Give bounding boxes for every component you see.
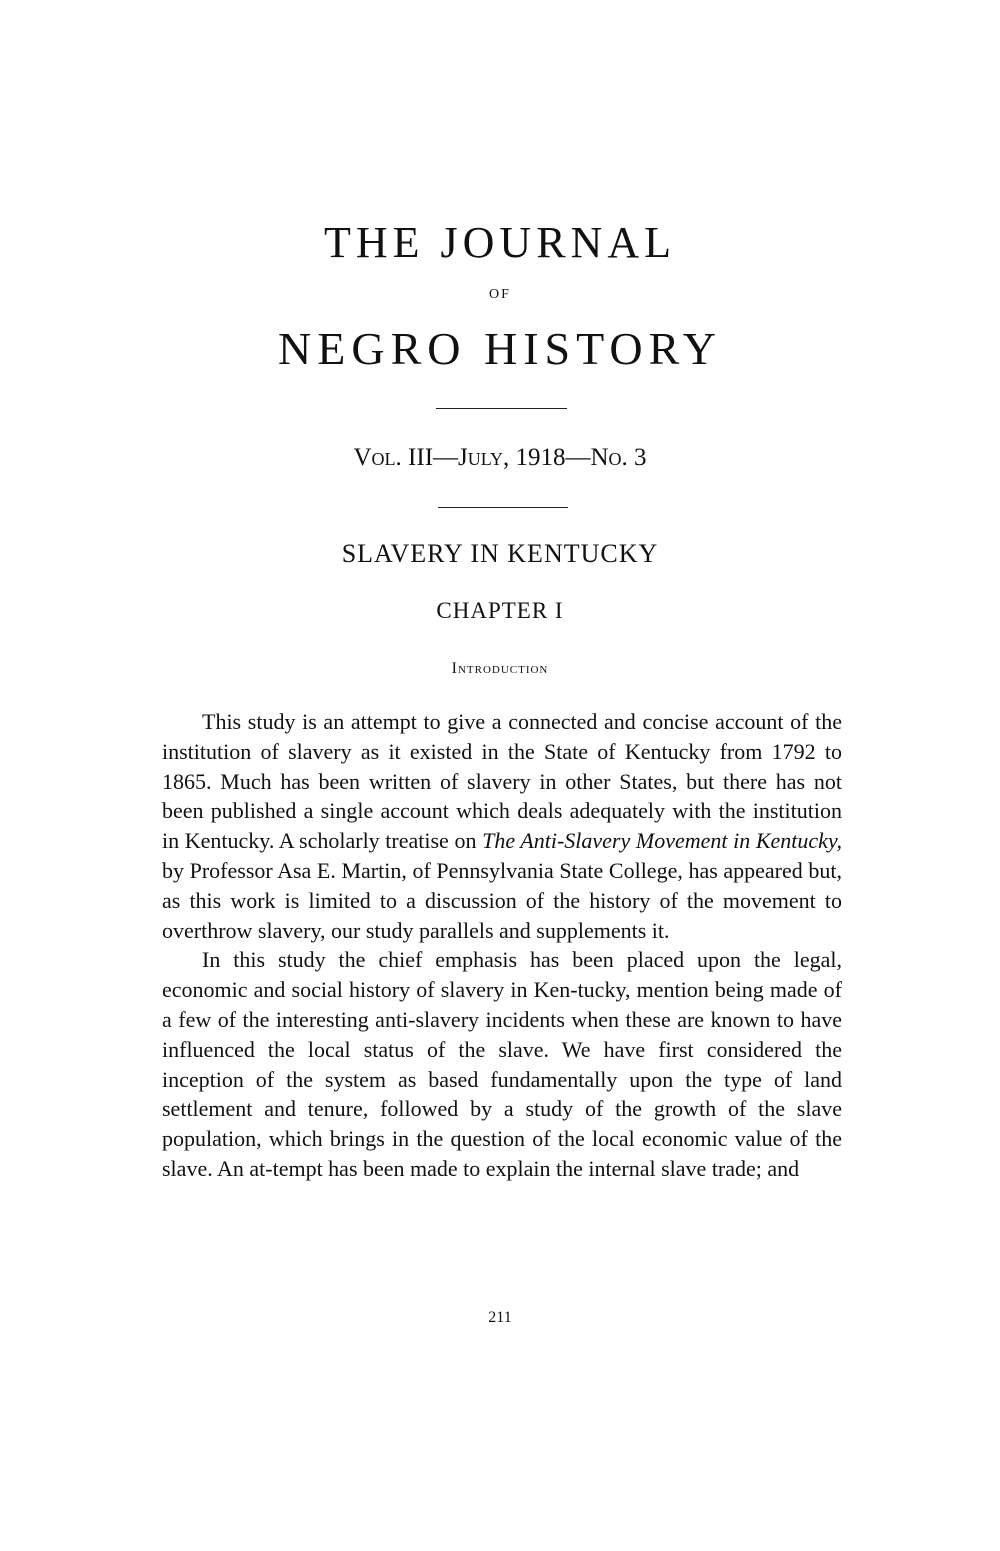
journal-title-line-2: NEGRO HISTORY [278, 323, 722, 374]
issue-line [0, 443, 1000, 473]
issue-number: 3 [634, 444, 647, 471]
body-paragraph-1 [162, 707, 842, 945]
volume-label: Vol. [353, 444, 402, 471]
paragraph-1-text-b: by Professor Asa E. Martin, of Pennsylvania State College, has appeared but, as this work is limited to a discussion of the history of the movement to overthrow slavery, our study parallels and supplements it. [162, 857, 842, 943]
issue-number-label: No. [590, 444, 628, 471]
issue-separator-1: — [433, 444, 459, 471]
page-number: 211 [488, 1309, 512, 1326]
cited-work-title: The Anti-Slavery Movement in Kentucky, [482, 828, 842, 854]
issue-comma: , [502, 444, 510, 471]
article-title: SLAVERY IN KENTUCKY [341, 539, 659, 568]
section-heading: Introduction [451, 660, 549, 677]
journal-title-of: OF [489, 287, 511, 302]
issue-year: 1918 [515, 444, 566, 471]
issue-month: July [458, 444, 503, 471]
issue-separator-2: — [565, 444, 591, 471]
journal-title-line-1: THE JOURNAL [324, 218, 676, 267]
body-paragraph-2: In this study the chief emphasis has been placed upon the legal, economic and social history of slavery in Ken-tucky, mention being made of a few of the interesting anti-slavery incidents when these are known to have influenced the local status of the slave. We have first considered the inception of the system as based fundamentally upon the type of land settlement and tenure, followed by a study of the growth of the slave population, which brings in the question of the local economic value of the slave. An at-tempt has been made to explain the internal slave trade; and [162, 947, 842, 1181]
volume-number: III [408, 444, 434, 471]
top-divider-rule [436, 408, 567, 409]
chapter-heading: CHAPTER I [436, 598, 564, 623]
bottom-divider-rule [438, 507, 568, 508]
paragraph-1-text-a: This study is an attempt to give a connected and concise account of the institution of slavery as it existed in the State of Kentucky from 1792 to 1865. Much has been written of slavery in other States, but there has not been published a single account which deals adequately with the institution in Kentucky. A scholarly treatise on [162, 709, 842, 854]
article-body [162, 707, 842, 1184]
